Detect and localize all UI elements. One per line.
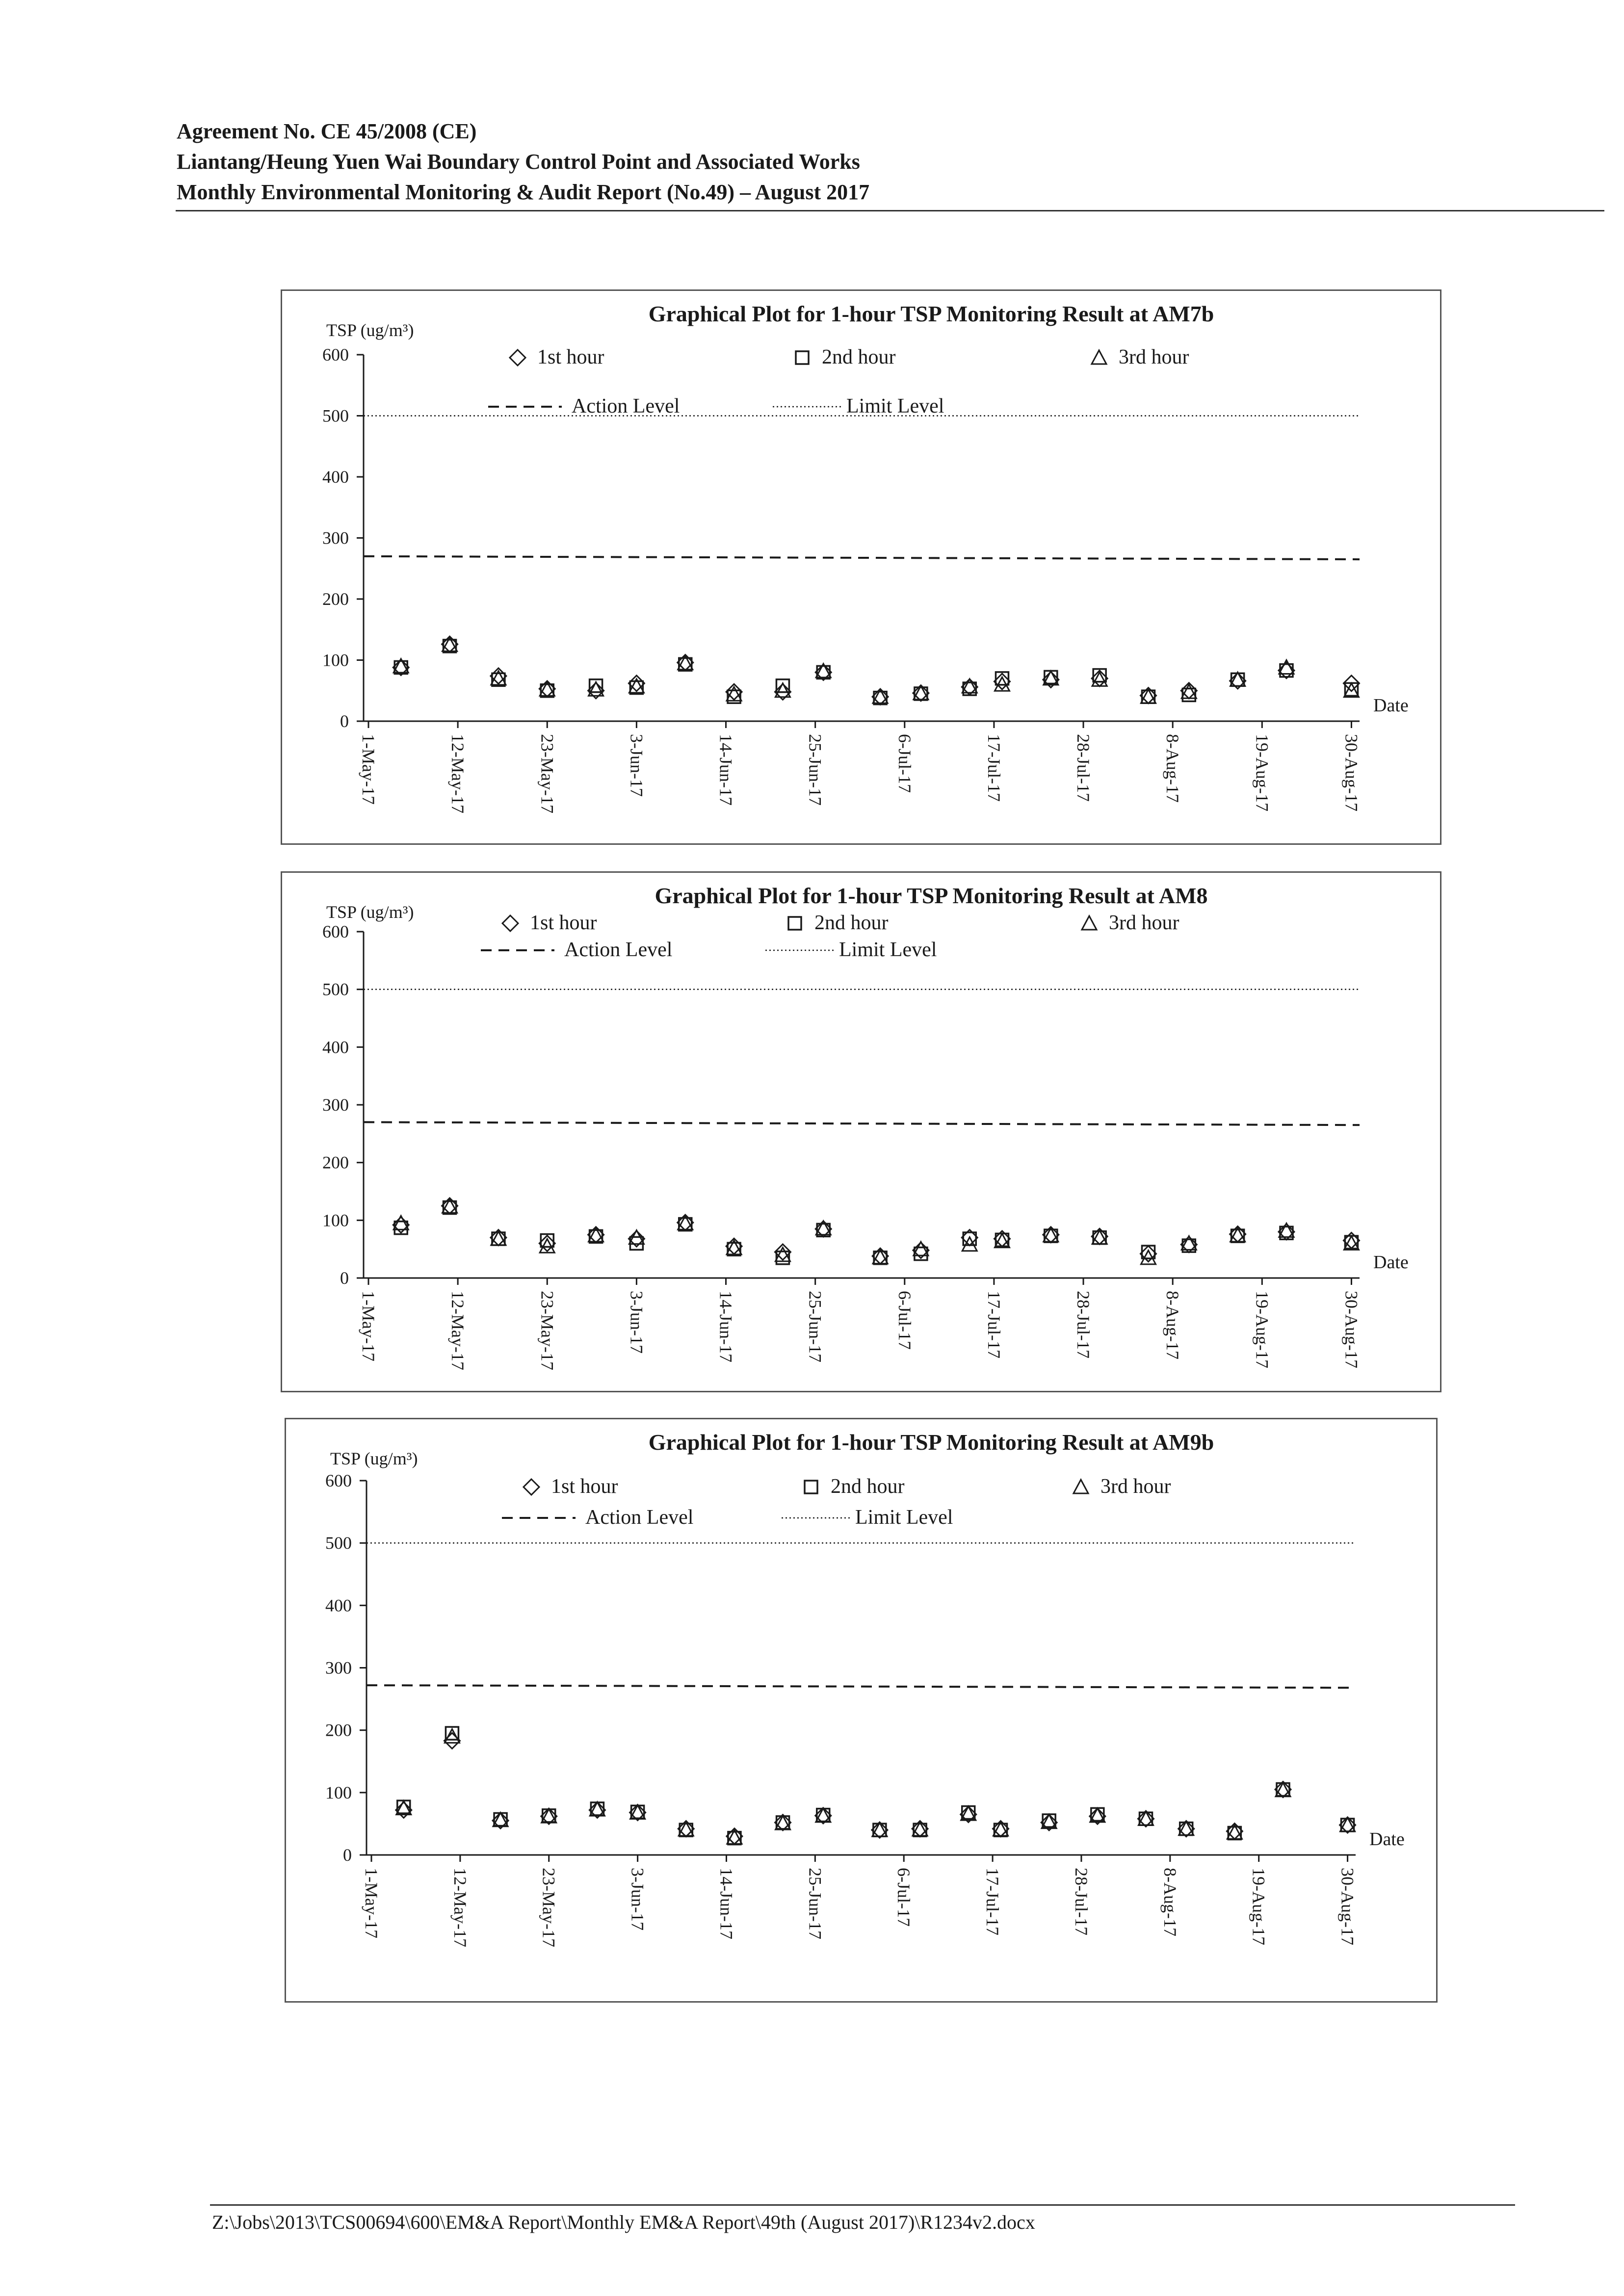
y-tick-label: 100 bbox=[325, 1782, 352, 1802]
x-tick-label: 17-Jul-17 bbox=[984, 734, 1004, 802]
legend-label: Limit Level bbox=[855, 1506, 953, 1529]
y-tick-label: 300 bbox=[322, 528, 349, 548]
x-tick-label: 1-May-17 bbox=[359, 734, 378, 805]
legend-marker-square bbox=[805, 1481, 817, 1493]
x-axis-label: Date bbox=[1373, 1252, 1409, 1273]
x-tick-label: 19-Aug-17 bbox=[1249, 1868, 1269, 1945]
x-tick-label: 19-Aug-17 bbox=[1252, 734, 1272, 811]
chart-am8 bbox=[281, 871, 1441, 1392]
legend-label: 3rd hour bbox=[1119, 346, 1189, 368]
header-rule bbox=[176, 210, 1604, 211]
point-triangle bbox=[872, 1823, 887, 1836]
x-axis-label: Date bbox=[1369, 1829, 1405, 1850]
agreement-number: Agreement No. CE 45/2008 (CE) bbox=[177, 119, 477, 143]
legend-marker-triangle bbox=[1082, 916, 1097, 930]
x-tick-label: 25-Jun-17 bbox=[805, 1868, 825, 1939]
point-square bbox=[776, 1252, 789, 1264]
legend-marker-square bbox=[788, 917, 801, 930]
y-tick-label: 0 bbox=[343, 1845, 352, 1865]
chart-am9b bbox=[285, 1418, 1438, 2003]
legend-marker-square bbox=[796, 351, 809, 364]
report-title: Monthly Environmental Monitoring & Audit Report (No.49) – August 2017 bbox=[177, 180, 870, 204]
x-tick-label: 14-Jun-17 bbox=[716, 1868, 736, 1939]
x-tick-label: 6-Jul-17 bbox=[894, 1868, 914, 1927]
legend-marker-triangle bbox=[1074, 1480, 1088, 1493]
legend-marker-diamond bbox=[510, 350, 525, 365]
point-triangle bbox=[445, 1729, 459, 1743]
x-tick-label: 3-Jun-17 bbox=[627, 734, 647, 797]
x-tick-label: 12-May-17 bbox=[448, 1291, 468, 1370]
x-tick-label: 12-May-17 bbox=[448, 734, 468, 813]
x-tick-label: 3-Jun-17 bbox=[627, 1291, 647, 1354]
y-tick-label: 0 bbox=[340, 1268, 349, 1288]
y-tick-label: 600 bbox=[322, 345, 349, 365]
point-triangle bbox=[1092, 1230, 1107, 1244]
x-tick-label: 25-Jun-17 bbox=[805, 1291, 825, 1362]
point-triangle bbox=[1138, 1811, 1153, 1825]
point-diamond bbox=[1340, 1817, 1356, 1833]
y-tick-label: 500 bbox=[322, 406, 349, 426]
point-triangle bbox=[1340, 1818, 1355, 1831]
point-triangle bbox=[1092, 672, 1107, 686]
point-diamond bbox=[1179, 1821, 1194, 1837]
point-triangle bbox=[1179, 1822, 1194, 1835]
x-tick-label: 14-Jun-17 bbox=[716, 1291, 736, 1362]
y-tick-label: 200 bbox=[322, 1152, 349, 1173]
x-tick-label: 8-Aug-17 bbox=[1163, 734, 1183, 803]
x-tick-label: 6-Jul-17 bbox=[894, 734, 915, 793]
point-triangle bbox=[630, 1805, 645, 1819]
y-axis-label: TSP (ug/m³) bbox=[326, 902, 414, 922]
x-tick-label: 28-Jul-17 bbox=[1074, 734, 1094, 802]
footer-rule bbox=[210, 2204, 1515, 2206]
x-tick-label: 12-May-17 bbox=[450, 1868, 470, 1947]
x-tick-label: 1-May-17 bbox=[362, 1868, 381, 1938]
legend-label: 2nd hour bbox=[822, 346, 896, 368]
y-axis-label: TSP (ug/m³) bbox=[330, 1449, 418, 1468]
point-square bbox=[1345, 683, 1358, 696]
x-tick-label: 28-Jul-17 bbox=[1071, 1868, 1091, 1935]
legend-marker-triangle bbox=[1092, 350, 1106, 364]
y-tick-label: 0 bbox=[340, 711, 349, 731]
action-level-line bbox=[367, 1685, 1356, 1688]
chart-title: Graphical Plot for 1-hour TSP Monitoring Result at AM9b bbox=[648, 1430, 1214, 1455]
point-triangle bbox=[816, 1808, 831, 1822]
y-tick-label: 200 bbox=[325, 1720, 352, 1740]
x-tick-label: 23-May-17 bbox=[537, 1291, 557, 1370]
legend-label: 1st hour bbox=[530, 912, 597, 934]
x-tick-label: 3-Jun-17 bbox=[628, 1868, 648, 1931]
point-triangle bbox=[491, 1231, 506, 1245]
legend-marker-diamond bbox=[502, 915, 518, 931]
footer-file-path: Z:\Jobs\2013\TCS00694\600\EM&A Report\Monthly EM&A Report\49th (August 2017)\R1234v2.docx bbox=[212, 2211, 1035, 2233]
x-tick-label: 17-Jul-17 bbox=[983, 1868, 1003, 1935]
point-triangle bbox=[776, 1816, 790, 1829]
x-tick-label: 1-May-17 bbox=[359, 1291, 378, 1361]
y-tick-label: 400 bbox=[325, 1595, 352, 1616]
y-tick-label: 100 bbox=[322, 650, 349, 670]
point-triangle bbox=[1276, 1783, 1290, 1797]
legend-marker-diamond bbox=[524, 1479, 539, 1495]
y-axis-label: TSP (ug/m³) bbox=[326, 320, 414, 340]
point-square bbox=[777, 1816, 789, 1829]
point-square bbox=[1277, 1783, 1289, 1796]
point-square bbox=[1280, 664, 1293, 677]
x-tick-label: 25-Jun-17 bbox=[805, 734, 825, 806]
point-triangle bbox=[542, 1809, 556, 1823]
legend-label: Action Level bbox=[585, 1506, 694, 1529]
point-diamond bbox=[872, 1822, 888, 1838]
y-tick-label: 400 bbox=[322, 1037, 349, 1057]
x-tick-label: 30-Aug-17 bbox=[1341, 1291, 1362, 1368]
y-tick-label: 500 bbox=[322, 979, 349, 999]
x-tick-label: 17-Jul-17 bbox=[984, 1291, 1004, 1358]
x-tick-label: 14-Jun-17 bbox=[716, 734, 736, 806]
action-level-line bbox=[364, 556, 1360, 559]
legend-label: 1st hour bbox=[551, 1475, 618, 1498]
y-tick-label: 100 bbox=[322, 1210, 349, 1230]
legend-label: 3rd hour bbox=[1109, 912, 1179, 934]
y-tick-label: 600 bbox=[325, 1471, 352, 1490]
y-tick-label: 500 bbox=[325, 1533, 352, 1553]
legend-label: Action Level bbox=[572, 395, 680, 417]
chart-title: Graphical Plot for 1-hour TSP Monitoring Result at AM8 bbox=[655, 883, 1208, 908]
y-tick-label: 300 bbox=[322, 1095, 349, 1115]
y-tick-label: 300 bbox=[325, 1658, 352, 1678]
legend-label: 2nd hour bbox=[831, 1475, 905, 1498]
y-tick-label: 400 bbox=[322, 467, 349, 487]
legend-label: 3rd hour bbox=[1100, 1475, 1171, 1498]
legend-label: 1st hour bbox=[537, 346, 604, 368]
legend-label: Action Level bbox=[564, 939, 673, 961]
chart-svg bbox=[286, 1419, 1439, 2004]
x-tick-label: 6-Jul-17 bbox=[894, 1291, 915, 1350]
x-tick-label: 30-Aug-17 bbox=[1337, 1868, 1358, 1945]
action-level-line bbox=[364, 1122, 1360, 1125]
point-triangle bbox=[1181, 684, 1196, 698]
legend-label: 2nd hour bbox=[814, 912, 889, 934]
point-diamond bbox=[1138, 1811, 1153, 1826]
point-triangle bbox=[962, 1237, 977, 1251]
x-tick-label: 19-Aug-17 bbox=[1252, 1291, 1272, 1368]
x-tick-label: 8-Aug-17 bbox=[1163, 1291, 1183, 1359]
x-tick-label: 28-Jul-17 bbox=[1074, 1291, 1094, 1358]
y-tick-label: 600 bbox=[322, 922, 349, 941]
point-triangle bbox=[1141, 689, 1156, 703]
x-tick-label: 30-Aug-17 bbox=[1341, 734, 1362, 811]
chart-am7b bbox=[281, 289, 1441, 845]
chart-title: Graphical Plot for 1-hour TSP Monitoring Result at AM7b bbox=[648, 301, 1214, 326]
project-title: Liantang/Heung Yuen Wai Boundary Control Point and Associated Works bbox=[177, 150, 860, 174]
x-axis-label: Date bbox=[1373, 695, 1409, 716]
x-tick-label: 23-May-17 bbox=[537, 734, 557, 813]
chart-svg bbox=[282, 291, 1443, 846]
chart-svg bbox=[282, 873, 1443, 1394]
legend-label: Limit Level bbox=[839, 939, 937, 961]
x-tick-label: 8-Aug-17 bbox=[1160, 1868, 1180, 1936]
y-tick-label: 200 bbox=[322, 589, 349, 609]
x-tick-label: 23-May-17 bbox=[539, 1868, 559, 1947]
legend-label: Limit Level bbox=[846, 395, 944, 417]
